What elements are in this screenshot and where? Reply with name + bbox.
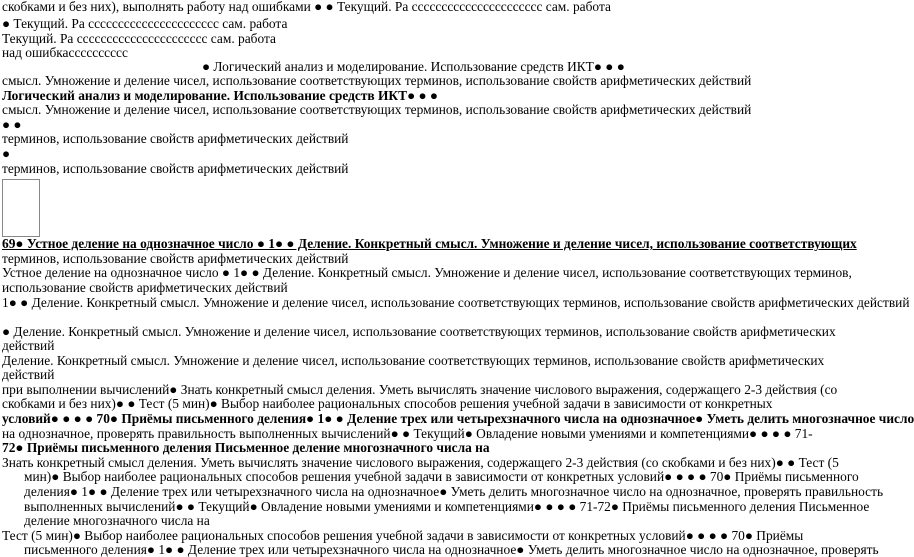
text-line: мин)● Выбор наиболее рациональных способов решения учебной задачи в зависимости от конкретных условий● ● ● ● 70● Приёмы письменного [24, 469, 859, 484]
text-line: условий● ● ● ● 70● Приёмы письменного деления● 1● ● Деление трех или четырехзначного числа на однозначное● Уметь делить многозначное число [2, 411, 914, 426]
text-line: на однозначное, проверять правильность выполненных вычислений● ● Текущий● Овладение новыми умениями и компетенциями● ● ● ● 71- [2, 426, 813, 441]
image-placeholder [2, 179, 40, 237]
text-line: Устное деление на однозначное число ● 1● ● Деление. Конкретный смысл. Умножение и деление чисел, использование соответствующих терминов, [2, 265, 852, 280]
text-line: 1● ● Деление. Конкретный смысл. Умножение и деление чисел, использование соответствующих терминов, использование свойств арифметических действий [2, 295, 910, 310]
text-line: ● [2, 146, 11, 161]
text-line: Тест (5 мин)● Выбор наиболее рациональных способов решения учебной задачи в зависимости от конкретных условий● ● ● ● 70● Приёмы [2, 528, 804, 543]
text-line: терминов, использование свойств арифметических действий [2, 251, 349, 266]
text-line: деления● 1● ● Деление трех или четырехзначного числа на однозначное● Уметь делить многозначное число на однозначное, проверять правильность [24, 484, 884, 499]
text-line: действий [2, 367, 55, 382]
text-line: 72● Приёмы письменного деления Письменное деление многозначного числа на [2, 440, 490, 455]
text-line: ● ● [2, 117, 22, 132]
section-heading: 69● Устное деление на однозначное число ● 1● ● Деление. Конкретный смысл. Умножение и деление чисел, использование соответствующих [2, 236, 857, 251]
text-line: Знать конкретный смысл деления. Уметь вычислять значение числового выражения, содержащего 2-3 действия (со скобками и без них)● ● Тест (5 [2, 455, 839, 470]
text-line: над ошибкасссссссссс [2, 45, 128, 60]
text-line: смысл. Умножение и деление чисел, использование соответствующих терминов, использование свойств арифметических действий [2, 73, 752, 88]
text-line: ● Логический анализ и моделирование. Использование средств ИКТ● ● ● [202, 59, 625, 74]
text-line: смысл. Умножение и деление чисел, использование соответствующих терминов, использование свойств арифметических действий [2, 102, 752, 117]
text-line: при выполнении вычислений● Знать конкретный смысл деления. Уметь вычислять значение числового выражения, содержащего 2-3 действия (со [2, 382, 838, 397]
text-line: использование свойств арифметических действий [2, 280, 288, 295]
text-line: письменного деления● 1● ● Деление трех или четырехзначного числа на однозначное● Уметь делить многозначное число на однозначное, проверять [24, 542, 879, 557]
text-line: ● Текущий. Ра сссссссссссссссссссссс сам. работа [2, 16, 288, 31]
text-line: ● Деление. Конкретный смысл. Умножение и деление чисел, использование соответствующих терминов, использование свойств арифметических [2, 324, 836, 339]
text-line: терминов, использование свойств арифметических действий [2, 161, 349, 176]
text-line: скобками и без них)● ● Тест (5 мин)● Выбор наиболее рациональных способов решения учебной задачи в зависимости от конкретных [2, 396, 773, 411]
section-heading: Логический анализ и моделирование. Использование средств ИКТ● ● ● [2, 88, 439, 103]
text-line: Текущий. Ра сссссссссссссссссссссс сам. работа [2, 31, 276, 46]
text-line: выполненных вычислений● ● Текущий● Овладение новыми умениями и компетенциями● ● ● ● 71-72● Приёмы письменного деления Письменное [24, 499, 870, 514]
text-line: скобками и без них), выполнять работу над ошибками ● ● Текущий. Ра сссссссссссссссссссссс сам. работа [2, 0, 611, 14]
text-line: Деление. Конкретный смысл. Умножение и деление чисел, использование соответствующих терминов, использование свойств арифметических [2, 353, 825, 368]
text-line: деление многозначного числа на [24, 513, 210, 528]
text-line: действий [2, 338, 55, 353]
text-line: терминов, использование свойств арифметических действий [2, 131, 349, 146]
